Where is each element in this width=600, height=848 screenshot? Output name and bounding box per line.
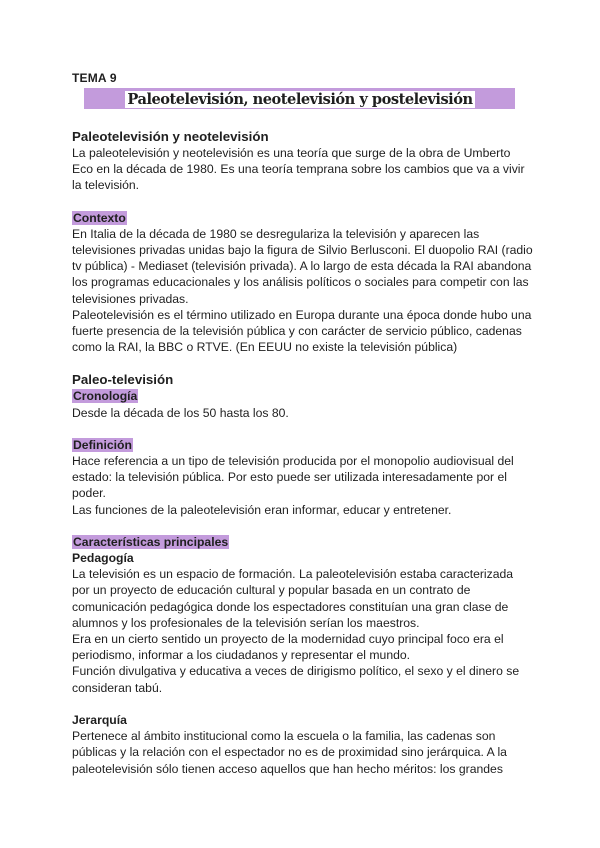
definition-heading: Definición <box>73 437 132 452</box>
context-paragraph-2: Paleotelevisión es el término utilizado en Europa durante una época donde hubo una fuerte presencia de la televisión pública y con carácter de servicio público, cadenas como la RAI, la BBC o RTVE. (En EEUU no existe la televisión pública) <box>72 307 532 355</box>
hierarchy-paragraph-1: Pertenece al ámbito institucional como la escuela o la familia, las cadenas son públicas y la relación con el espectador no es de proximidad sino jerárquica. A la paleotelevisión sólo tienen acceso aquellos que han hecho méritos: los grandes <box>72 729 507 776</box>
intro-paragraph: La paleotelevisión y neotelevisión es una teoría que surge de la obra de Umberto Eco en la década de 1980. Es una teoría temprana sobre los cambios que va a vivir la televisión. <box>72 146 525 193</box>
definition-paragraph-1: Hace referencia a un tipo de televisión producida por el monopolio audiovisual del estado: la televisión pública. Por esto puede ser utilizada interesadamente por el poder. <box>72 454 514 501</box>
context-heading: Contexto <box>73 210 126 225</box>
chronology-heading: Cronología <box>73 389 138 404</box>
pedagogy-heading: Pedagogía <box>72 551 134 566</box>
context-paragraph-1: En Italia de la década de 1980 se desregulariza la televisión y aparecen las televisiones privadas unidas bajo la figura de Silvio Berlusconi. El duopolio RAI (radio tv pública) - Mediaset (televisión privada). A lo largo de esta década la RAI abandona los programas educacionales y los análisis políticos o sociales para competir con las televisiones privadas. <box>72 226 533 306</box>
pedagogy-paragraph-2: Era en un cierto sentido un proyecto de la modernidad cuyo principal foco era el periodismo, informar a los ciudadanos y representar el mundo. <box>72 632 504 663</box>
document-title-container <box>0 88 600 109</box>
pedagogy-paragraph-1: La televisión es un espacio de formación. La paleotelevisión estaba caracterizada por un proyecto de educación cultural y popular basada en un contrato de comunicación pedagógica donde los espectadores constituían una gran clase de alumnos y los profesionales de la televisión serían los maestros. <box>72 567 514 630</box>
features-heading: Características principales <box>73 534 229 549</box>
definition-paragraph-2: Las funciones de la paleotelevisión eran informar, educar y entretener. <box>72 502 452 517</box>
document-content <box>72 128 534 777</box>
topic-label: TEMA 9 <box>72 71 117 85</box>
document-title: Paleotelevisión, neotelevisión y postelevisión <box>127 91 473 108</box>
pedagogy-paragraph-3: Función divulgativa y educativa a veces de dirigismo político, el sexo y el dinero se consideran tabú. <box>72 664 520 695</box>
section-heading-paleo-television: Paleo-televisión <box>72 372 174 388</box>
chronology-text: Desde la década de los 50 hasta los 80. <box>72 405 289 420</box>
section-heading-paleo-neo: Paleotelevisión y neotelevisión <box>72 129 269 144</box>
hierarchy-heading: Jerarquía <box>72 712 127 727</box>
